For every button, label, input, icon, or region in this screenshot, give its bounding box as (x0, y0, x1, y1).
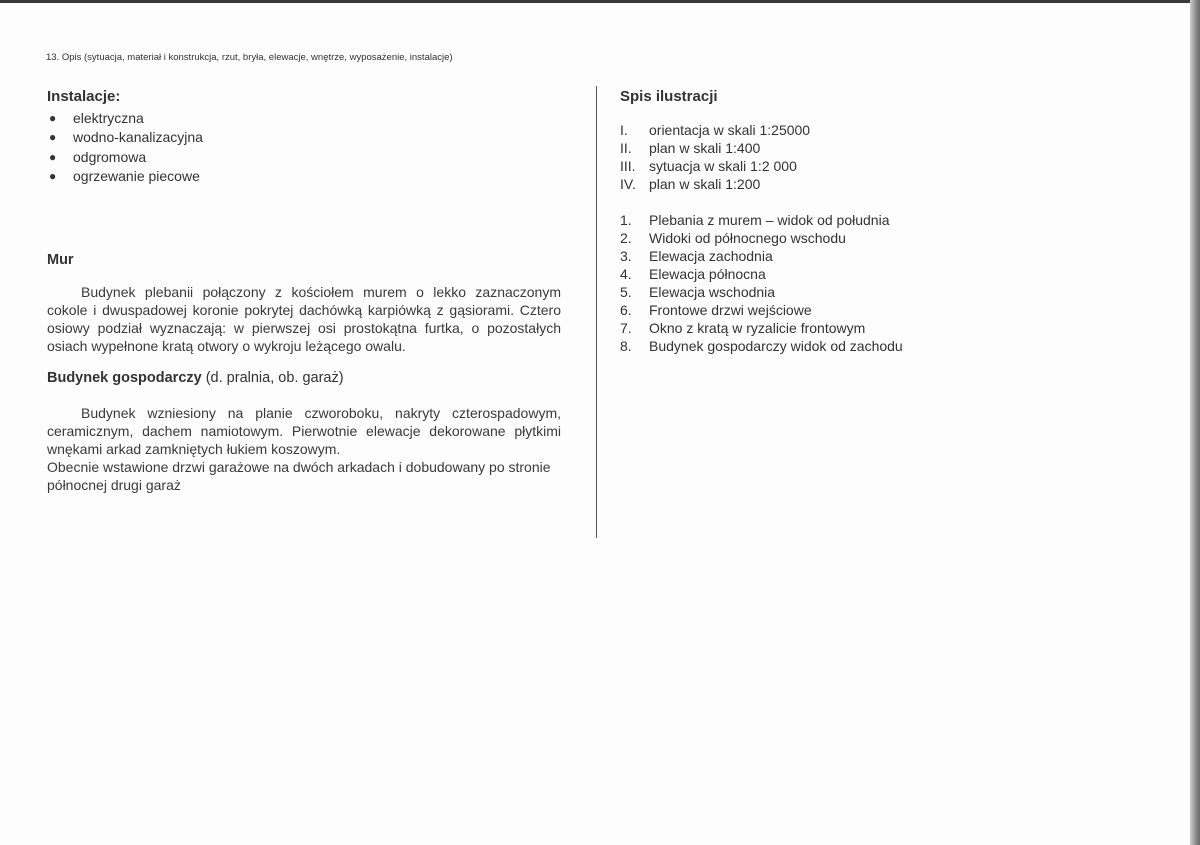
list-item: 2. Widoki od północnego wschodu (620, 230, 846, 246)
list-item: I. orientacja w skali 1:25000 (620, 122, 811, 138)
roman-list (620, 121, 1020, 193)
numbered-list (620, 211, 1020, 355)
list-marker: III. (620, 158, 636, 174)
bullet-icon: ● (49, 111, 57, 125)
list-marker: 2. (620, 230, 632, 246)
list-item: ● ogrzewanie piecowe (47, 167, 561, 186)
list-item: 8. Budynek gospodarczy widok od zachodu (620, 338, 903, 354)
gospodarczy-heading-rest: (d. pralnia, ob. garaż) (201, 369, 344, 386)
mur-heading: Mur (47, 251, 74, 268)
list-item: III. sytuacja w skali 1:2 000 (620, 158, 797, 174)
scan-right-edge (1190, 0, 1200, 845)
list-marker: IV. (620, 176, 636, 192)
list-item: II. plan w skali 1:400 (620, 140, 761, 156)
right-column (620, 88, 1020, 355)
gospodarczy-heading-bold: Budynek gospodarczy (47, 369, 202, 386)
mur-paragraph: Budynek plebanii połączony z kościołem murem o lekko zaznaczonym cokole i dwuspadowej koronie pokrytej dachówką karpiówką z gąsiorami. Cztero osiowy podział wyznaczają: w pierwszej osi prostokątna furtka, o pozostałych osiach wypełnone kratą otwory o wykroju leżącego owalu. (47, 283, 561, 354)
list-marker: 1. (620, 212, 632, 228)
list-item: ● odgromowa (47, 148, 561, 167)
list-item: 6. Frontowe drzwi wejściowe (620, 302, 812, 318)
list-item: 3. Elewacja zachodnia (620, 248, 773, 264)
section-header: 13. Opis (sytuacja, materiał i konstrukcja, rzut, bryła, elewacje, wnętrze, wyposażenie, instalacje) (46, 52, 453, 63)
list-marker: II. (620, 140, 632, 156)
bullet-icon: ● (49, 130, 57, 145)
list-marker: 3. (620, 248, 632, 264)
list-item: 4. Elewacja północna (620, 266, 766, 282)
list-marker: 7. (620, 320, 632, 336)
list-marker: 8. (620, 338, 632, 354)
list-item: 5. Elewacja wschodnia (620, 284, 776, 300)
gospodarczy-paragraph-2: Obecnie wstawione drzwi garażowe na dwóch arkadach i dobudowany po stronie północnej drugi garaż (47, 458, 551, 493)
gospodarczy-paragraph-1: Budynek wzniesiony na planie czworoboku, nakryty czterospadowym, ceramicznym, dachem namiotowym. Pierwotnie elewacje dekorowane płytkimi wnękami arkad zamkniętych łukiem koszowym. (47, 404, 561, 457)
bullet-icon: ● (49, 169, 57, 184)
illustrations-heading: Spis ilustracji (620, 88, 718, 105)
list-item: 1. Plebania z murem – widok od południa (620, 212, 890, 228)
list-marker: 5. (620, 284, 632, 300)
list-marker: 4. (620, 266, 632, 282)
left-column (47, 88, 561, 494)
list-item: 7. Okno z kratą w ryzalicie frontowym (620, 320, 866, 336)
instalacje-list (47, 109, 561, 187)
scan-top-edge (0, 0, 1200, 3)
list-marker: I. (620, 122, 628, 138)
list-marker: 6. (620, 302, 632, 318)
list-item: ● elektryczna (47, 109, 561, 128)
list-item: IV. plan w skali 1:200 (620, 176, 761, 192)
instalacje-heading: Instalacje: (47, 88, 121, 105)
bullet-icon: ● (49, 149, 57, 164)
list-item: ● wodno-kanalizacyjna (47, 128, 561, 147)
gospodarczy-heading (47, 370, 561, 386)
column-divider (596, 86, 597, 538)
